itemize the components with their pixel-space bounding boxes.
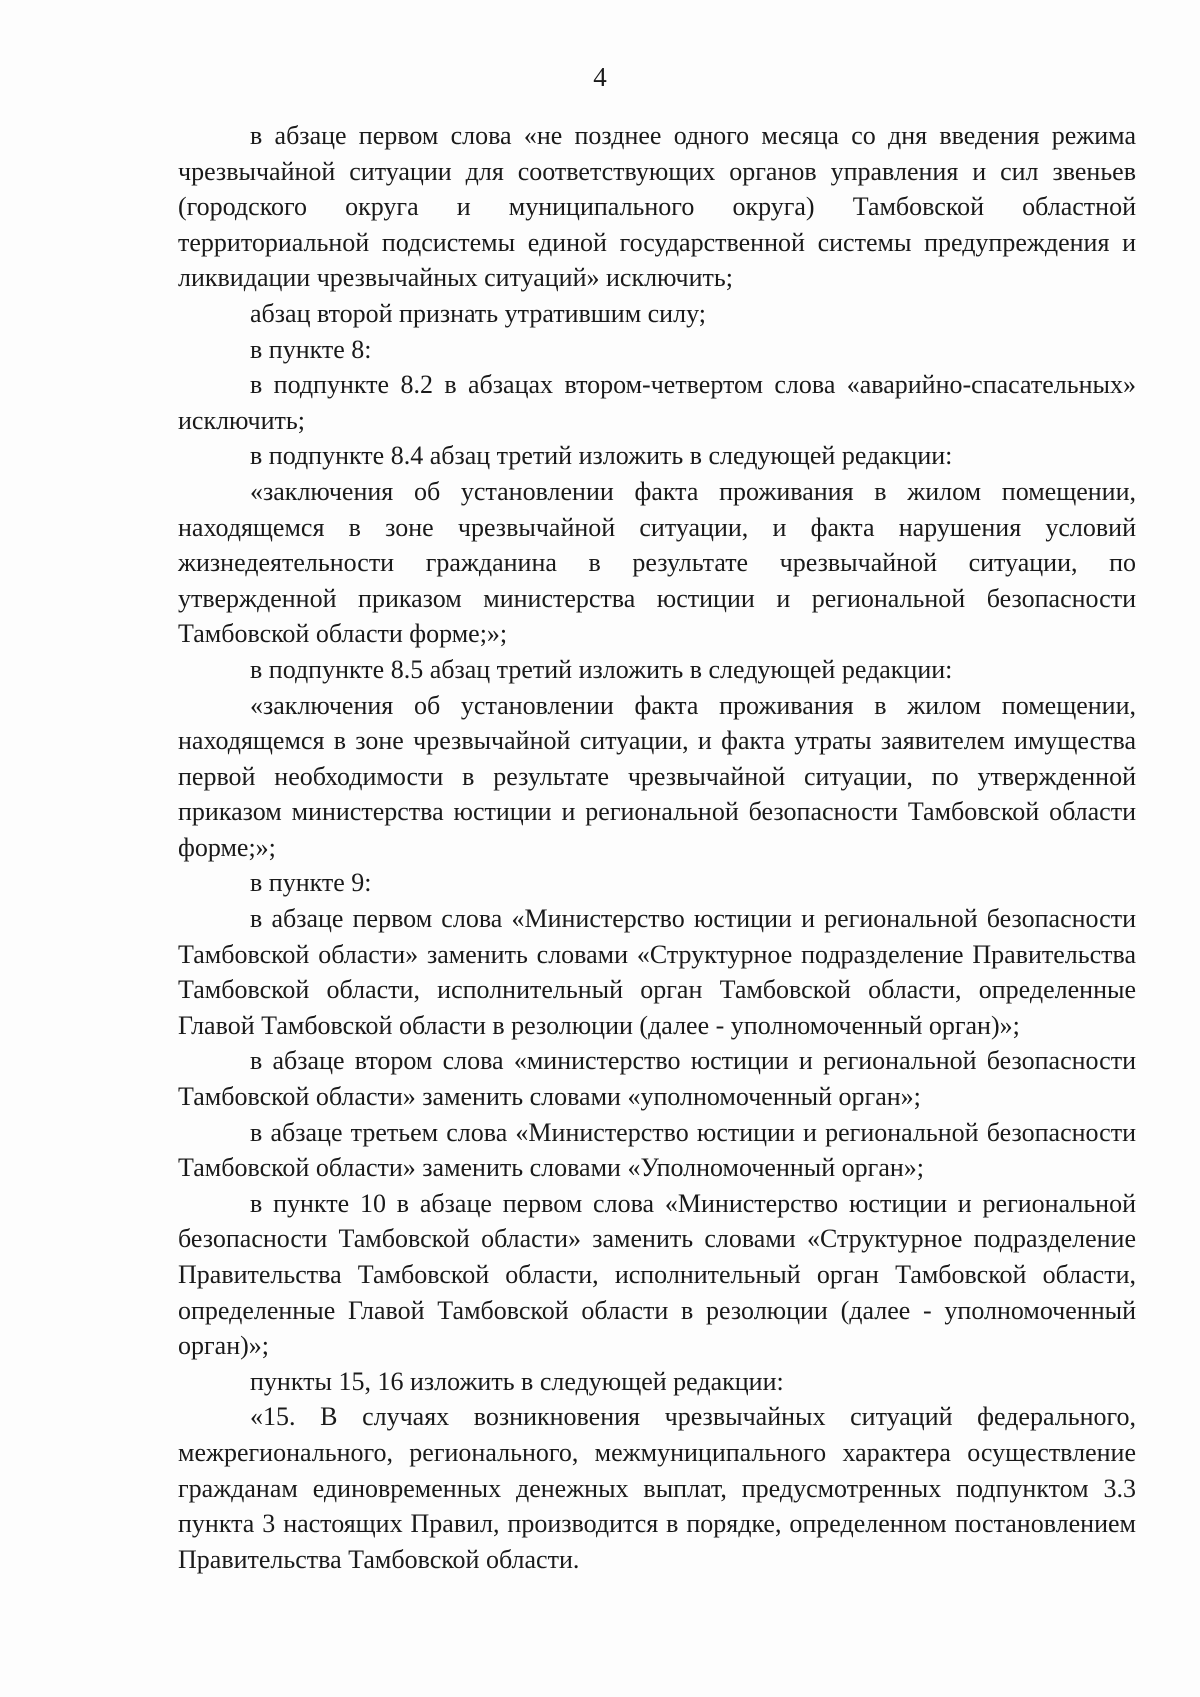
paragraph: в абзаце третьем слова «Министерство юстиции и региональной безопасности Тамбовской области» заменить словами «Уполномоченный орган»;: [178, 1117, 1136, 1183]
paragraph: в абзаце первом слова «не позднее одного месяца со дня введения режима чрезвычайной ситуации для соответствующих органов управления и сил звеньев (городского округа и муниципального округа) Тамбовской областной территориальной подсистемы единой государственной системы предупреждения и ликвидации чрезвычайных ситуаций» исключить;: [178, 121, 1136, 293]
paragraph: абзац второй признать утратившим силу;: [250, 298, 706, 328]
page-number: 4: [593, 62, 607, 92]
paragraph: в абзаце первом слова «Министерство юстиции и региональной безопасности Тамбовской области» заменить словами «Структурное подразделение Правительства Тамбовской области, исполнительный орган Тамбовской области, определенные Главой Тамбовской области в резолюции (далее - уполномоченный орган)»;: [178, 904, 1136, 1040]
paragraph: «15. В случаях возникновения чрезвычайных ситуаций федерального, межрегионального, регионального, межмуниципального характера осуществление гражданам единовременных денежных выплат, предусмотренных подпунктом 3.3 пункта 3 настоящих Правил, производится в порядке, определенном постановлением Правительства Тамбовской области.: [178, 1402, 1136, 1574]
paragraph: в подпункте 8.4 абзац третий изложить в следующей редакции:: [250, 441, 953, 471]
document-body: [178, 118, 1136, 1577]
paragraph: в пункте 9:: [250, 868, 372, 898]
paragraph: «заключения об установлении факта проживания в жилом помещении, находящемся в зоне чрезвычайной ситуации, и факта нарушения условий жизнедеятельности гражданина в результате чрезвычайной ситуации, по утвержденной приказом министерства юстиции и региональной безопасности Тамбовской области форме;»;: [178, 476, 1136, 649]
paragraph: в подпункте 8.5 абзац третий изложить в следующей редакции:: [250, 654, 953, 684]
paragraph: «заключения об установлении факта проживания в жилом помещении, находящемся в зоне чрезвычайной ситуации, и факта утраты заявителем имущества первой необходимости в результате чрезвычайной ситуации, по утвержденной приказом министерства юстиции и региональной безопасности Тамбовской области форме;»;: [178, 690, 1136, 862]
paragraph: в пункте 10 в абзаце первом слова «Министерство юстиции и региональной безопасности Тамбовской области» заменить словами «Структурное подразделение Правительства Тамбовской области, исполнительный орган Тамбовской области, определенные Главой Тамбовской области в резолюции (далее - уполномоченный орган)»;: [178, 1188, 1136, 1361]
paragraph: пункты 15, 16 изложить в следующей редакции:: [250, 1366, 784, 1396]
paragraph: в пункте 8:: [250, 334, 372, 364]
paragraph: в абзаце втором слова «министерство юстиции и региональной безопасности Тамбовской области» заменить словами «уполномоченный орган»;: [178, 1046, 1136, 1112]
paragraph: в подпункте 8.2 в абзацах втором-четвертом слова «аварийно-спасательных» исключить;: [178, 370, 1136, 435]
